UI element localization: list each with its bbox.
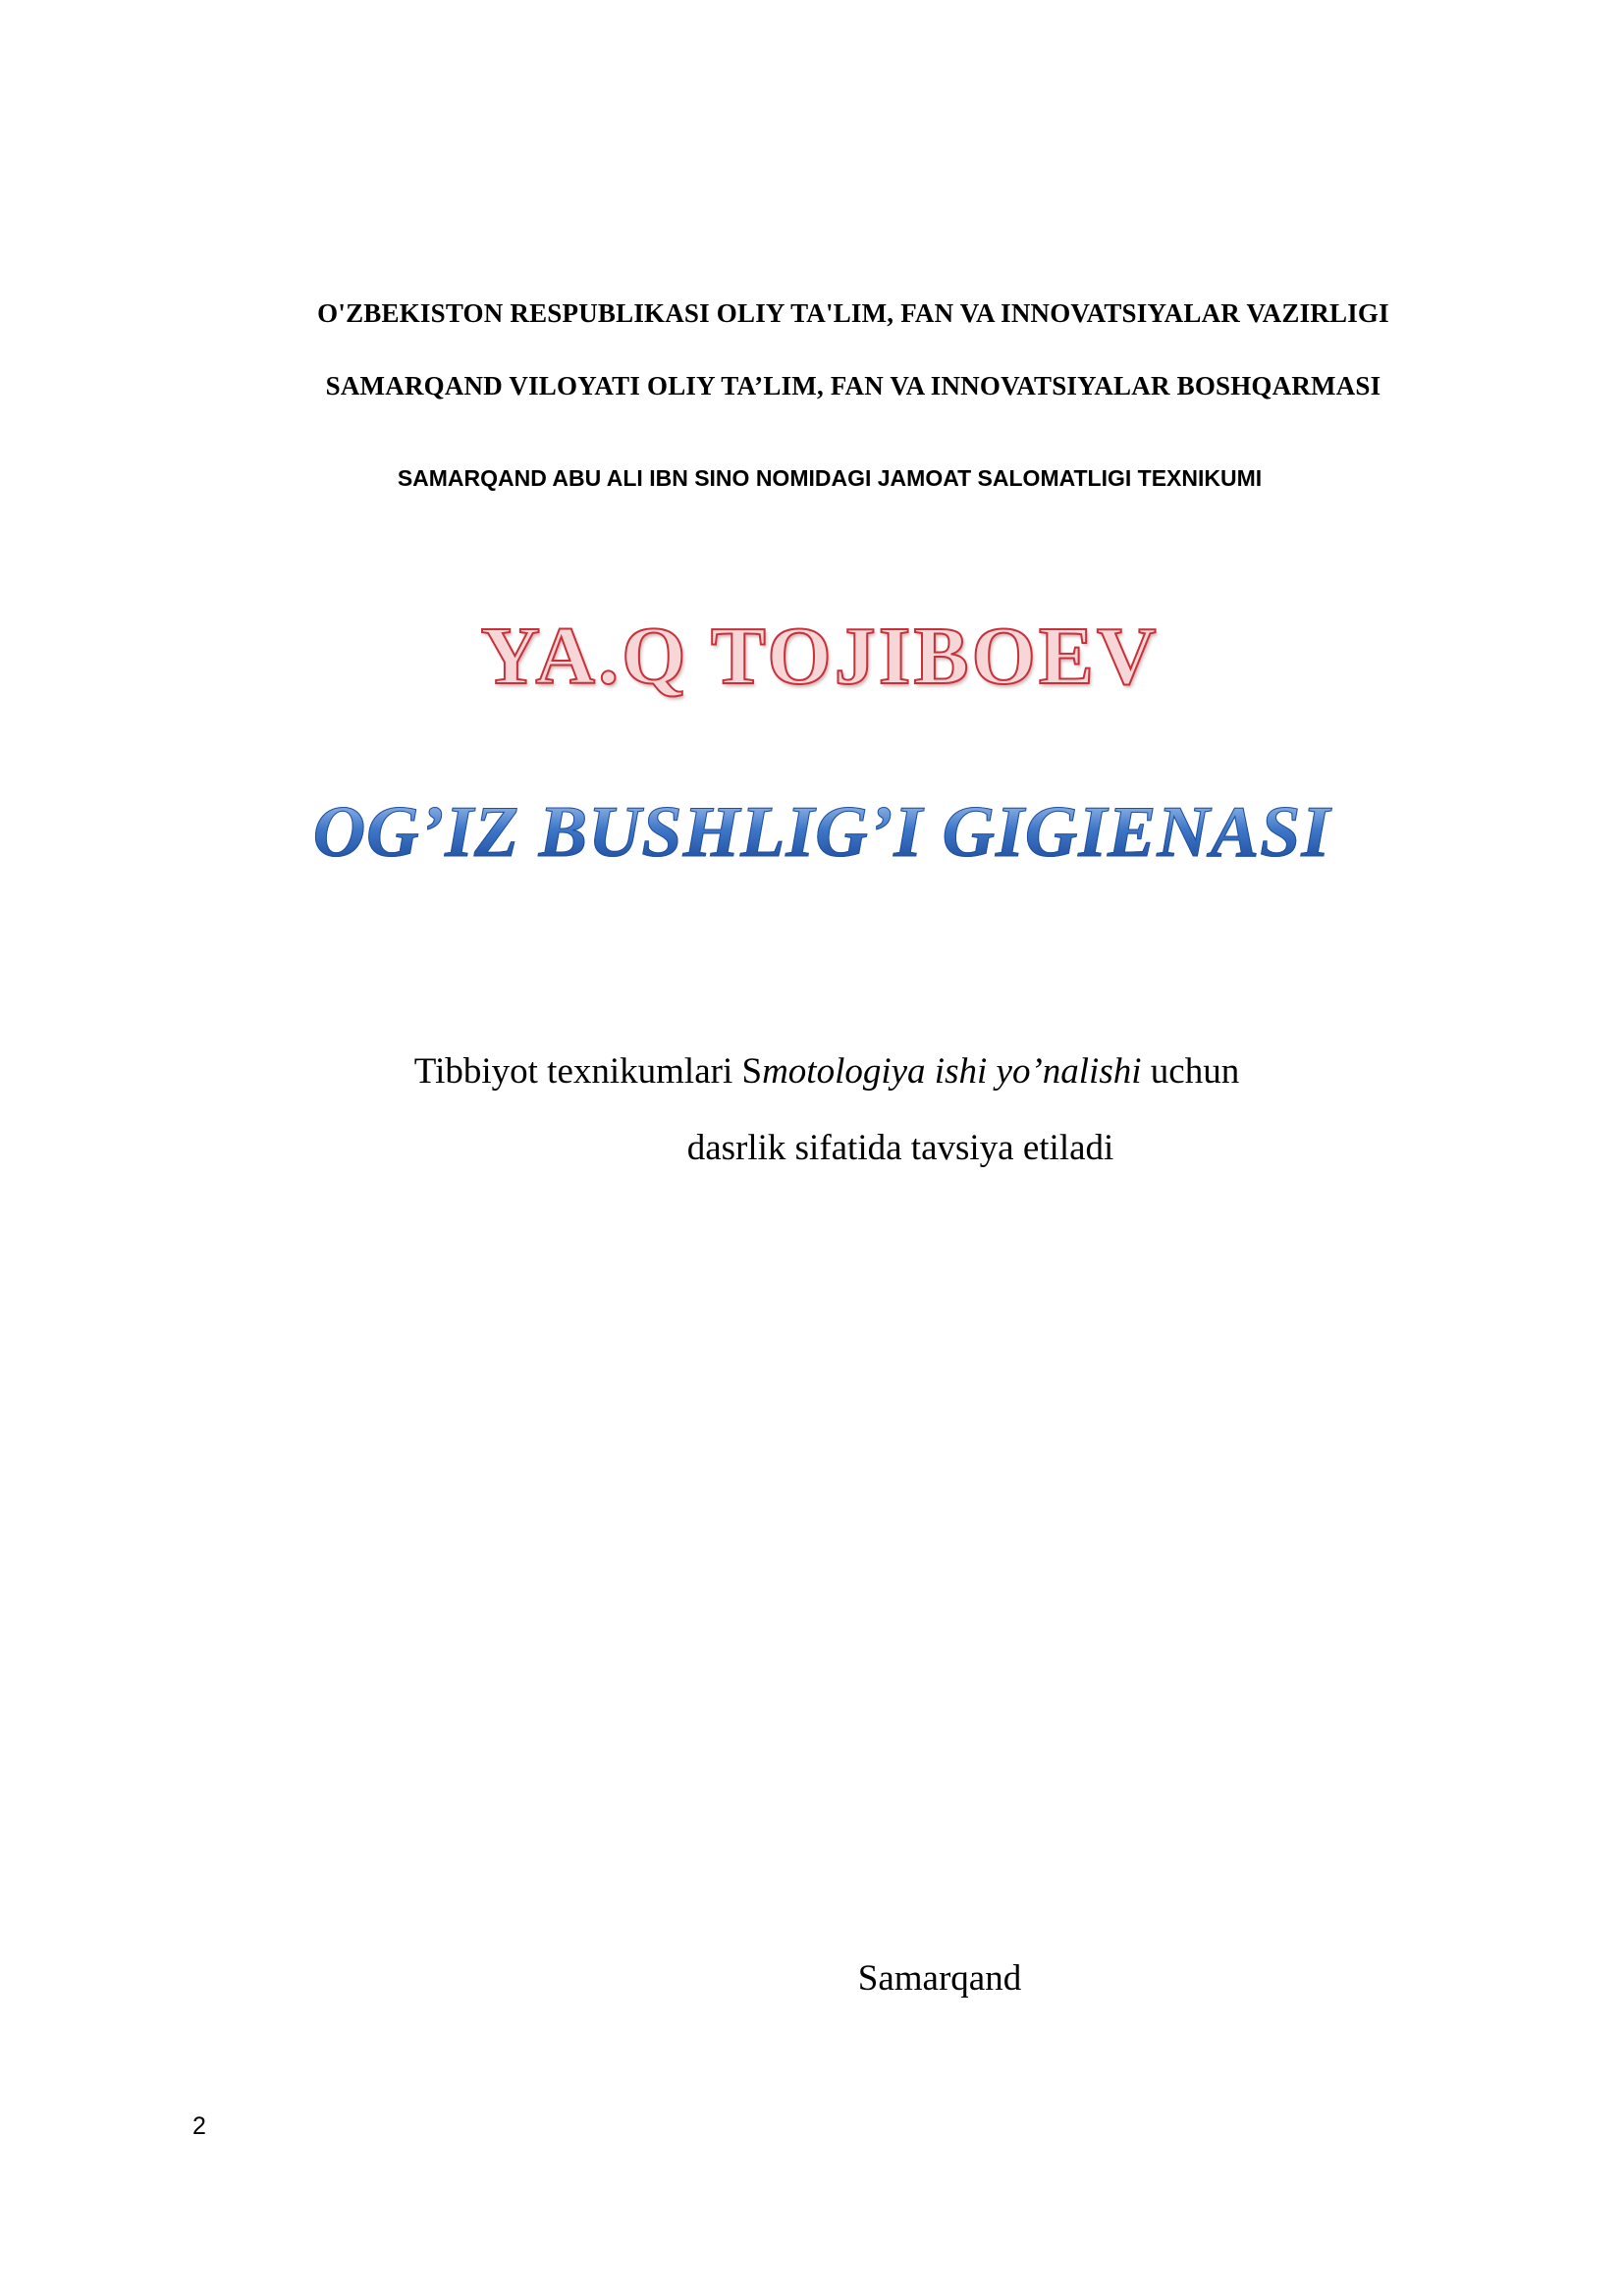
regional-department-heading: SAMARQAND VILOYATI OLIY TA’LIM, FAN VA INNOVATSIYALAR BOSHQARMASI: [325, 371, 1381, 400]
ministry-heading: O'ZBEKISTON RESPUBLIKASI OLIY TA'LIM, FAN VA INNOVATSIYALAR VAZIRLIGI: [317, 298, 1389, 328]
subtitle-line-2: dasrlik sifatida tavsiya etiladi: [686, 1128, 1114, 1168]
subtitle-suffix: uchun: [1141, 1051, 1240, 1092]
page-number: 2: [192, 2112, 206, 2140]
document-title: OG’IZ BUSHLIG’I GIGIENASI: [0, 791, 1624, 875]
subtitle-line-1: [0, 1050, 1624, 1093]
subtitle-specialty: motologiya ishi yo’nalishi: [762, 1051, 1142, 1092]
author-name: YA.Q TOJIBOEV: [480, 611, 1160, 702]
school-heading: SAMARQAND ABU ALI IBN SINO NOMIDAGI JAMOAT SALOMATLIGI TEXNIKUMI: [397, 465, 1263, 491]
subtitle-prefix: Tibbiyot texnikumlari S: [413, 1051, 763, 1092]
publication-city: Samarqand: [857, 1958, 1022, 1999]
